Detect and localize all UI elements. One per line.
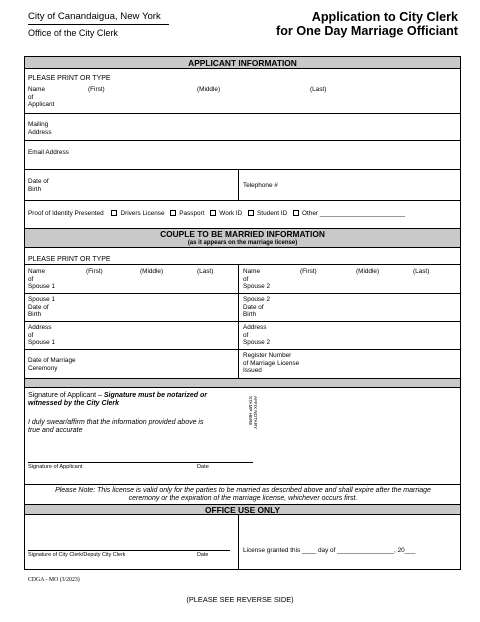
clerk-signature-line[interactable]: [28, 550, 230, 551]
label-line: Spouse 1: [28, 283, 56, 291]
affirm-line: I duly swear/affirm that the information provided above is: [28, 419, 204, 426]
label-line: Address: [243, 324, 267, 331]
spouse1-first-label: (First): [86, 268, 103, 275]
label-line: Birth: [28, 185, 42, 193]
option-label: Student ID: [257, 210, 288, 218]
section-separator: [24, 378, 461, 388]
applicant-section-header: APPLICANT INFORMATION: [24, 56, 461, 69]
office-name: Office of the City Clerk: [28, 28, 118, 38]
col-divider: [238, 169, 239, 200]
label-line: Birth: [243, 311, 257, 319]
label-line: Date of: [243, 303, 264, 311]
spouse2-dob-label: [243, 296, 270, 319]
label-line: Birth: [28, 311, 42, 319]
checkbox-passport[interactable]: [170, 210, 176, 216]
spouse1-middle-label: (Middle): [140, 268, 164, 275]
clerk-signature-label: Signature of City Clerk/Deputy City Clerk: [28, 552, 126, 558]
checkbox-student-id[interactable]: [248, 210, 254, 216]
note-line: Please Note: This license is valid only for the parties to be married as described above and shall expire after the marriage: [55, 487, 431, 494]
applicant-middle-label: (Middle): [197, 86, 221, 93]
label-line: Spouse 2: [243, 296, 271, 303]
label-line: of: [28, 331, 34, 339]
couple-section-title: COUPLE TO BE MARRIED INFORMATION: [160, 229, 325, 239]
spouse2-name-label: [243, 268, 270, 291]
option-label: Passport: [179, 210, 205, 218]
row-divider: [24, 169, 461, 170]
row-divider: [24, 321, 461, 322]
notary-stamp-label: [248, 396, 258, 429]
notary-line: STAMP HERE: [248, 396, 253, 426]
row-divider: [24, 140, 461, 141]
sig-bold-2: witnessed by the City Clerk: [28, 400, 120, 408]
label-line: Date of: [28, 303, 49, 311]
label-line: Address: [28, 128, 52, 136]
label-line: Issued: [243, 367, 262, 375]
validity-note: [28, 487, 458, 504]
row-divider: [24, 484, 461, 485]
label-line: Date of Marriage: [28, 357, 76, 364]
checkbox-drivers-license[interactable]: [111, 210, 117, 216]
spouse1-address-label: [28, 324, 55, 347]
label-line: of: [28, 275, 34, 283]
label-line: of: [243, 331, 249, 339]
applicant-last-label: (Last): [310, 86, 327, 93]
signature-instructions: [28, 392, 243, 409]
proof-label: Proof of Identity Presented: [28, 210, 104, 218]
form-title-line-1: Application to City Clerk: [311, 10, 458, 24]
couple-section-subtitle: (as it appears on the marriage license): [187, 240, 298, 246]
notary-line: AFFIX NOTARY: [253, 396, 258, 430]
form-code: CDGA - MO (3/2023): [28, 577, 80, 583]
couple-section-header: [24, 228, 461, 248]
sig-prefix: Signature of Applicant –: [28, 392, 104, 399]
office-use-header: OFFICE USE ONLY: [24, 504, 461, 515]
clerk-date-label: Date: [197, 552, 209, 558]
label-line: of: [243, 275, 249, 283]
reverse-side-note: (PLEASE SEE REVERSE SIDE): [186, 595, 294, 604]
license-granted-text: License granted this ____ day of ________________, 20___: [243, 547, 416, 554]
register-number-label: [243, 352, 299, 375]
applicant-dob-label: [28, 178, 49, 193]
applicant-signature-line[interactable]: [28, 462, 253, 463]
email-label: Email Address: [28, 149, 69, 156]
label-line: Name: [243, 268, 261, 275]
spouse2-last-label: (Last): [413, 268, 430, 275]
row-divider: [24, 264, 461, 265]
form-title-line-2: for One Day Marriage Officiant: [276, 24, 458, 38]
spouse1-dob-label: [28, 296, 55, 319]
label-line: Spouse 2: [243, 339, 271, 347]
label-line: Spouse 1: [28, 296, 56, 303]
label-line: Ceremony: [28, 364, 58, 372]
form-title: [276, 10, 458, 38]
telephone-label: Telephone #: [243, 182, 278, 189]
applicant-signature-label: Signature of Applicant: [28, 464, 83, 470]
mailing-address-label: [28, 121, 51, 136]
label-line: Name: [28, 86, 46, 93]
city-name: City of Canandaigua, New York: [28, 11, 161, 22]
sig-bold: Signature must be notarized or: [103, 392, 207, 399]
row-divider: [24, 113, 461, 114]
checkbox-other[interactable]: [293, 210, 299, 216]
label-line: Spouse 2: [243, 283, 271, 291]
spouse2-address-label: [243, 324, 270, 347]
applicant-date-label: Date: [197, 464, 209, 470]
label-line: Mailing: [28, 121, 49, 128]
option-label: Work ID: [219, 210, 243, 218]
label-line: Date of: [28, 178, 49, 185]
spouse2-first-label: (First): [300, 268, 317, 275]
applicant-name-label: [28, 86, 54, 109]
label-line: Name: [28, 268, 46, 275]
note-line: ceremony or the expiration of the marriage license, whichever occurs first.: [128, 495, 358, 503]
date-of-marriage-label: [28, 357, 76, 372]
label-line: Address: [28, 324, 52, 331]
couple-print-note: PLEASE PRINT OR TYPE: [28, 256, 111, 263]
applicant-print-note: PLEASE PRINT OR TYPE: [28, 75, 111, 82]
option-label: Drivers License: [120, 210, 165, 218]
label-line: Register Number: [243, 352, 292, 359]
label-line: Applicant: [28, 101, 55, 109]
label-line: Spouse 1: [28, 339, 56, 347]
row-divider: [24, 293, 461, 294]
affirmation-text: [28, 419, 243, 436]
option-label: Other ________________________: [302, 210, 406, 218]
spouse2-middle-label: (Middle): [356, 268, 380, 275]
checkbox-work-id[interactable]: [210, 210, 216, 216]
row-divider: [24, 349, 461, 350]
spouse1-last-label: (Last): [197, 268, 214, 275]
label-line: of: [28, 93, 34, 101]
label-line: of Marriage License: [243, 359, 300, 367]
col-divider: [238, 515, 239, 570]
spouse1-name-label: [28, 268, 55, 291]
row-divider: [24, 200, 461, 201]
header-divider: [28, 24, 169, 25]
affirm-line: true and accurate: [28, 427, 83, 435]
applicant-first-label: (First): [88, 86, 105, 93]
proof-of-identity-row: [28, 210, 405, 218]
